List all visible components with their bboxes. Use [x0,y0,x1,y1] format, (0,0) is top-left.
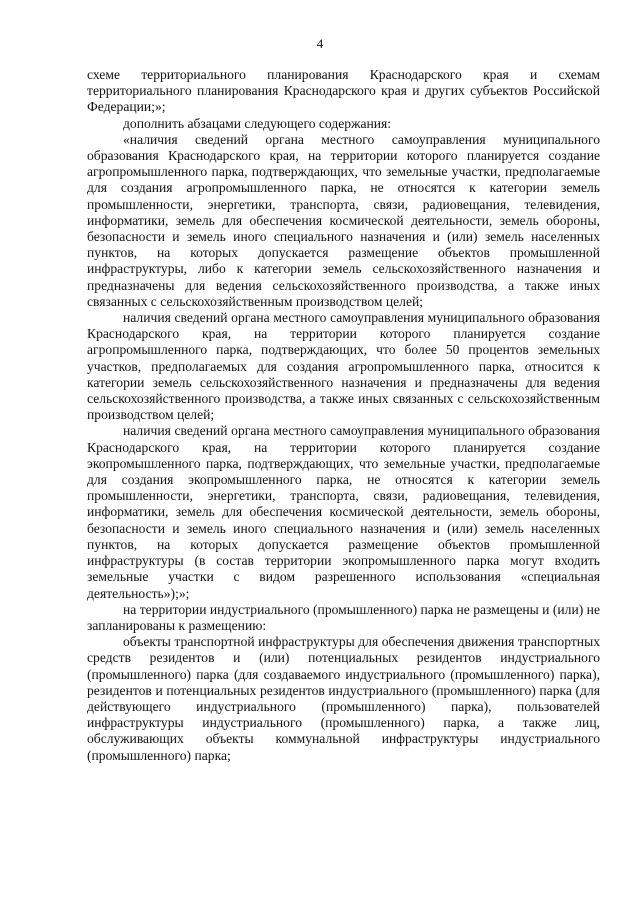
paragraph-2: дополнить абзацами следующего содержания: [123,115,392,131]
paragraph-3: «наличия сведений органа местного самоуправления муниципального образования Краснодарского края, на территории которого планируется создание агропромышленного парка, подтверждающих, что земельные участки, предполагаемые для создания агропромышленного парка, не относятся к категории земель промышленности, энергетики, транспорта, связи, радиовещания, телевидения, информатики, земель для обеспечения космической деятельности, земель обороны, безопасности и земель иного специального назначения и (или) земель населенных пунктов, на которых допускается размещение объектов промышленной инфраструктуры, либо к категории земель сельскохозяйственного назначения и предназначены для ведения сельскохозяйственного производства, а также иных связанных с сельскохозяйственным производством целей; [87,131,600,309]
page-number: 4 [316,36,324,51]
paragraph-6: на территории индустриального (промышленного) парка не размещены и (или) не запланированы к размещению: [87,601,600,633]
paragraph-1: схеме территориального планирования Краснодарского края и схемам территориального планирования Краснодарского края и других субъектов Российской Федерации;»; [87,67,600,115]
paragraph-4: наличия сведений органа местного самоуправления муниципального образования Краснодарского края, на территории которого планируется создание агропромышленного парка, подтверждающих, что более 50 процентов земельных участков, предполагаемых для создания агропромышленного парка, относится к категории земель сельскохозяйственного назначения и предназначены для ведения сельскохозяйственного производства, а также иных связанных с сельскохозяйственным производством целей; [87,310,600,423]
paragraph-5: наличия сведений органа местного самоуправления муниципального образования Краснодарского края, на территории которого планируется создание экопромышленного парка, подтверждающих, что земельные участки, предполагаемые для создания экопромышленного парка, не относятся к категории земель промышленности, энергетики, транспорта, связи, радиовещания, телевидения, информатики, земель для обеспечения космической деятельности, земель обороны, безопасности и земель иного специального назначения и (или) земель населенных пунктов, на которых допускается размещение объектов промышленной инфраструктуры (в состав территории экопромышленного парка могут входить земельные участки с видом разрешенного использования «специальная деятельность»);»; [87,423,600,601]
paragraph-7: объекты транспортной инфраструктуры для обеспечения движения транспортных средств резидентов и (или) потенциальных резидентов индустриального (промышленного) парка (для создаваемого индустриального (промышленного) парка), резидентов и потенциальных резидентов индустриального (промышленного) парка (для действующего индустриального (промышленного) парка), пользователей инфраструктуры индустриального (промышленного) парка, а также лиц, обслуживающих объекты коммунальной инфраструктуры индустриального (промышленного) парка; [87,634,600,763]
document-body [87,67,600,764]
